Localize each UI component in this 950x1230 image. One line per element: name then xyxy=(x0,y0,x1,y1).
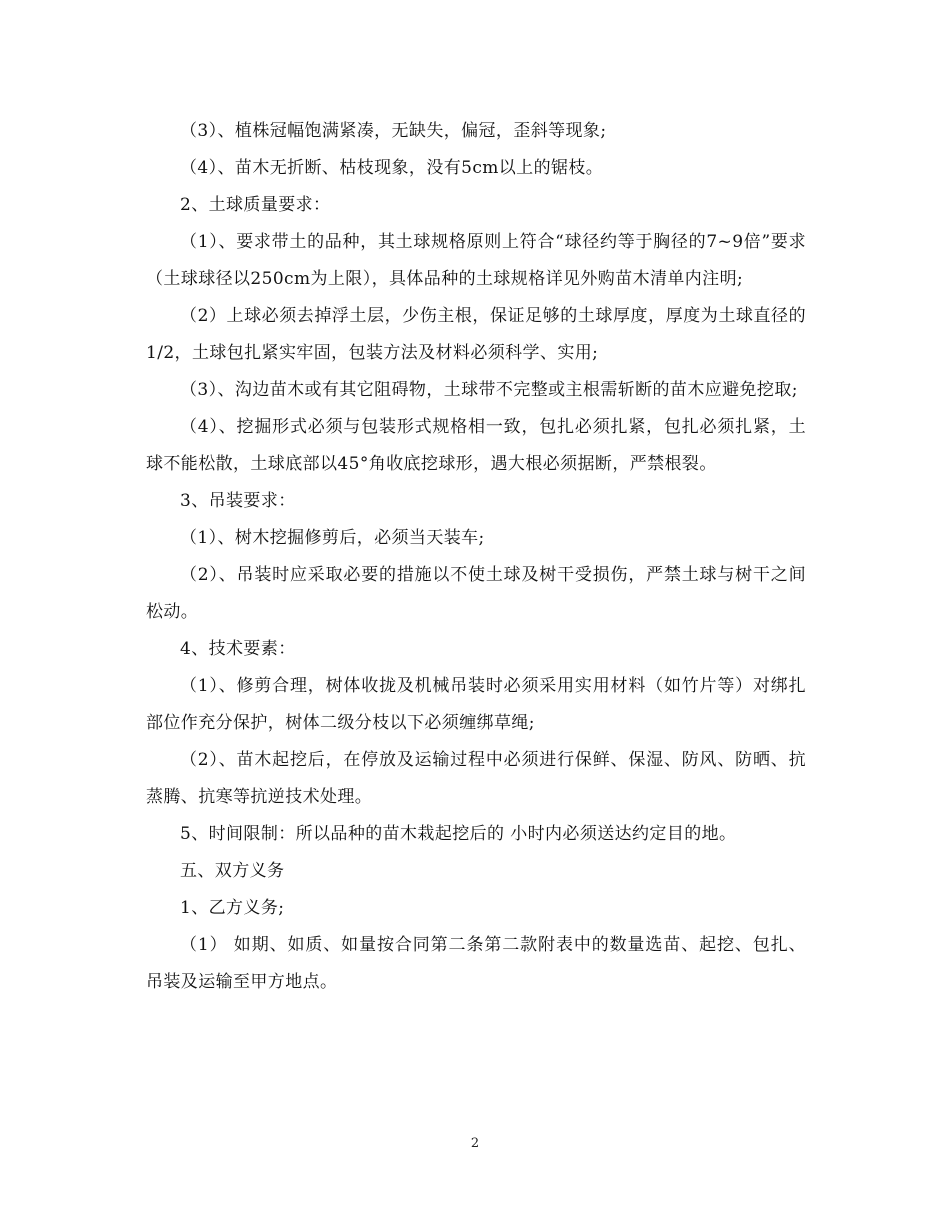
heading-technical-elements: 4、技术要素： xyxy=(180,639,296,659)
paragraph-technical-1: （1）、修剪合理，树体收拢及机械吊装时必须采用实用材料（如竹片等）对绑扎部位作充分保护，树体二级分枝以下必须缠绑草绳; xyxy=(146,676,806,733)
paragraph-soil-ball-2: （2）上球必须去掉浮土层，少伤主根，保证足够的土球厚度，厚度为土球直径的1/2，土球包扎紧实牢固，包装方法及材料必须科学、实用; xyxy=(146,306,806,363)
paragraph-time-limit: 5、时间限制：所以品种的苗木栽起挖后的 小时内必须送达约定目的地。 xyxy=(180,824,737,844)
paragraph-3-canopy: （3）、植株冠幅饱满紧凑，无缺失，偏冠，歪斜等现象; xyxy=(180,121,607,141)
paragraph-4-no-breaks: （4）、苗木无折断、枯枝现象，没有5cm以上的锯枝。 xyxy=(180,158,604,178)
paragraph-technical-2: （2）、苗木起挖后，在停放及运输过程中必须进行保鲜、保湿、防风、防晒、抗蒸腾、抗寒等抗逆技术处理。 xyxy=(146,750,806,807)
heading-obligations: 五、双方义务 xyxy=(180,861,285,881)
heading-lifting-requirements: 3、吊装要求： xyxy=(180,491,296,511)
page-number: 2 xyxy=(470,1136,480,1151)
paragraph-soil-ball-1: （1）、要求带土的品种，其土球规格原则上符合“球径约等于胸径的7~9倍”要求（土球球径以250cm为上限），具体品种的土球规格详见外购苗木清单内注明; xyxy=(146,232,806,289)
paragraph-soil-ball-3: （3）、沟边苗木或有其它阻碍物，土球带不完整或主根需斩断的苗木应避免挖取; xyxy=(180,380,798,400)
paragraph-lifting-1: （1）、树木挖掘修剪后，必须当天装车; xyxy=(180,528,485,548)
paragraph-soil-ball-4: （4）、挖掘形式必须与包装形式规格相一致，包扎必须扎紧，包扎必须扎紧，土球不能松散，土球底部以45°角收底挖球形，遇大根必须据断，严禁根裂。 xyxy=(146,417,806,474)
document-body xyxy=(146,113,806,1001)
paragraph-party-b-1: （1） 如期、如质、如量按合同第二条第二款附表中的数量选苗、起挖、包扎、吊装及运输至甲方地点。 xyxy=(146,935,806,992)
heading-soil-ball-quality: 2、土球质量要求： xyxy=(180,195,331,215)
heading-party-b-obligations: 1、乙方义务; xyxy=(180,898,285,918)
paragraph-lifting-2: （2）、吊装时应采取必要的措施以不使土球及树干受损伤，严禁土球与树干之间松动。 xyxy=(146,565,806,622)
